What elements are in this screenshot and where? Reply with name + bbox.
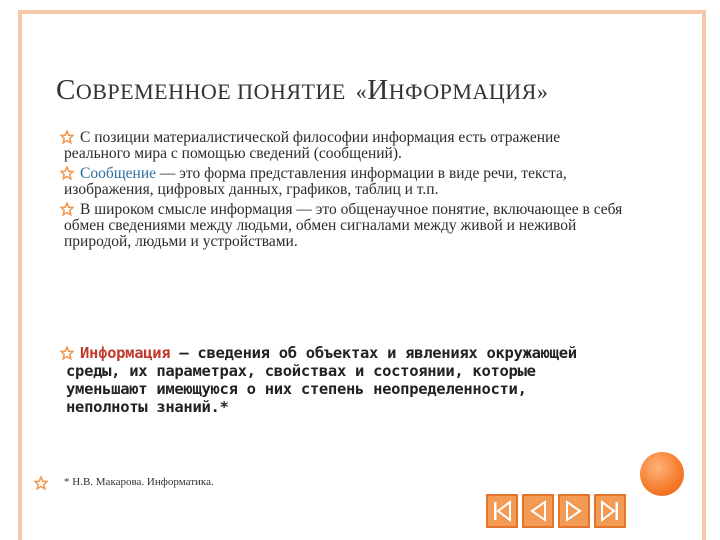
next-slide-icon	[562, 499, 586, 523]
bullet-text: — это форма представления информации в виде речи, текста, изображения, цифровых данных, графиков, таблиц и т.п.	[64, 165, 567, 198]
slide-title	[56, 74, 548, 107]
title-cap-1: С	[56, 74, 76, 106]
decorative-circle	[640, 452, 684, 496]
bullet-item	[64, 130, 624, 162]
bullet-icon	[60, 202, 74, 216]
definition-term: Информация	[80, 344, 171, 362]
bullet-text: С позиции материалистической философии информация есть отражение реального мира с помощью сведений (сообщений).	[64, 129, 561, 162]
last-slide-icon	[598, 499, 622, 523]
definition-text: — сведения об объектах и явлениях окружающей среды, их параметрах, свойствах и состоянии, которые уменьшают имеющуюся о них степень неопределенности, неполноты знаний.*	[66, 344, 577, 416]
bullet-item	[64, 202, 624, 250]
title-quote-close: »	[536, 79, 549, 104]
footnote: * Н.В. Макарова. Информатика.	[64, 476, 214, 488]
first-slide-icon	[490, 499, 514, 523]
last-slide-button[interactable]	[594, 494, 626, 528]
next-slide-button[interactable]	[558, 494, 590, 528]
bullet-icon	[60, 130, 74, 144]
first-slide-button[interactable]	[486, 494, 518, 528]
bullet-item	[64, 166, 624, 198]
bullet-icon	[60, 166, 74, 180]
title-part-1: ОВРЕМЕННОЕ ПОНЯТИЕ	[75, 79, 346, 104]
bullet-icon	[60, 346, 74, 360]
title-part-2: НФОРМАЦИЯ	[388, 79, 537, 104]
previous-slide-icon	[526, 499, 550, 523]
definition-block	[66, 344, 586, 416]
previous-slide-button[interactable]	[522, 494, 554, 528]
title-quote-open: «	[355, 79, 368, 104]
bullet-text: В широком смысле информация — это общенаучное понятие, включающее в себя обмен сведениями между людьми, обмен сигналами между живой и неживой природой, людьми и устройствами.	[64, 201, 623, 250]
footnote-bullet-icon	[34, 476, 48, 490]
slide-navigation	[486, 494, 626, 528]
frame-top-line	[18, 10, 706, 14]
frame-right-line	[702, 10, 706, 540]
bullet-highlight: Сообщение	[80, 165, 157, 182]
frame-left-line	[18, 10, 22, 540]
bullet-list	[64, 130, 624, 254]
title-cap-2: И	[367, 74, 389, 106]
